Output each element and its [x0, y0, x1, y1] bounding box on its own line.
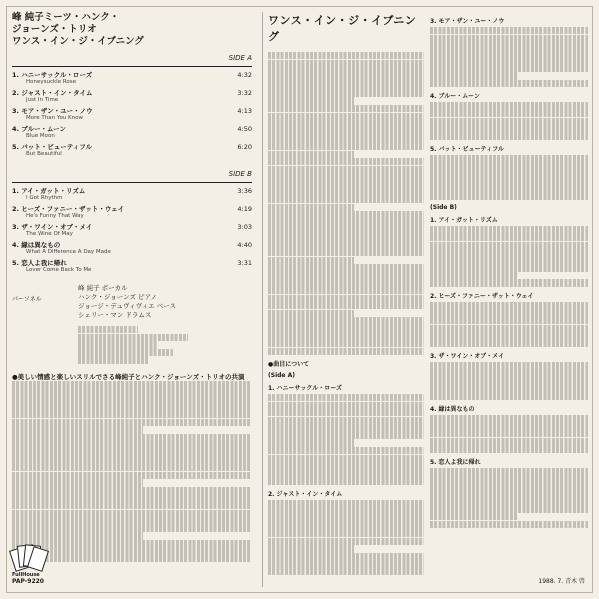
track-time: 4:19: [237, 205, 252, 213]
side-a-notes-heading: (Side A): [268, 371, 295, 379]
track-english-title: He's Funny That Way: [26, 213, 84, 219]
song-note-body: [430, 226, 590, 286]
track-title: 4. ブルー・ムーン: [12, 125, 67, 133]
track-title: 2. ジャスト・イン・タイム: [12, 89, 93, 97]
track-title: 3. モア・ザン・ユー・ノウ: [12, 107, 93, 115]
song-note-body: [430, 468, 590, 528]
song-note-heading: 3. モア・ザン・ユー・ノウ: [430, 18, 505, 25]
track-title: 5. 恋人よ我に帰れ: [12, 259, 67, 267]
song-note-body: [430, 415, 590, 453]
track-time: 3:32: [237, 89, 252, 97]
song-note-body: [430, 302, 590, 347]
track-title: 4. 縁は異なもの: [12, 241, 61, 249]
side-b-label: SIDE B: [228, 170, 252, 178]
song-note-heading: 1. アイ・ガット・リズム: [430, 217, 498, 225]
credits-block: [78, 326, 252, 364]
middle-column: [268, 12, 426, 575]
column-divider: [262, 12, 263, 587]
personnel-member: ハンク・ジョーンズ ピアノ: [78, 293, 157, 301]
personnel-block: [12, 284, 252, 320]
right-column: [430, 12, 590, 528]
song-note-heading: 5. 恋人よ我に帰れ: [430, 458, 481, 466]
track-english-title: Lover Come Back To Me: [26, 267, 92, 273]
notes-heading: ●美しい情感と楽しいスリルでさる峰純子とハンク・ジョーンズ・トリオの共演: [12, 372, 245, 381]
track-title: 5. バット・ビューティフル: [12, 143, 92, 151]
song-note-heading: 5. バット・ビューティフル: [430, 146, 504, 154]
track-title: 3. ザ・ワイン・オブ・メイ: [12, 223, 93, 231]
track-row: [12, 71, 252, 79]
track-time: 4:32: [237, 71, 252, 79]
personnel-member: ジョージ・デュヴィヴィエ ベース: [78, 302, 177, 310]
track-english-title: Honeysuckle Rose: [26, 79, 77, 85]
song-note-heading: 2. ヒーズ・ファニー・ザット・ウェイ: [430, 292, 534, 300]
track-time: 6:20: [237, 143, 252, 151]
song-note-body: [430, 362, 590, 400]
track-time: 4:13: [237, 107, 252, 115]
track-time: 4:50: [237, 125, 252, 133]
track-row: [12, 89, 252, 97]
personnel-member: 峰 純子 ボーカル: [78, 284, 128, 292]
side-b-tracklist: [12, 187, 252, 274]
song-note-heading: 4. 縁は異なもの: [430, 405, 475, 413]
track-time: 3:36: [237, 187, 252, 195]
song-note-heading: 3. ザ・ワイン・オブ・メイ: [430, 353, 505, 361]
song-note-heading: 4. ブルー・ムーン: [430, 93, 480, 101]
track-row: [12, 205, 252, 213]
track-english-title: Blue Moon: [26, 133, 55, 139]
track-english-title: Just In Time: [26, 97, 59, 103]
song-note-body: [268, 394, 426, 485]
catalog-number: PAP-9220: [12, 578, 44, 585]
track-english-title: The Wine Of May: [26, 231, 73, 237]
left-column: [12, 12, 252, 563]
track-english-title: What A Difference A Day Made: [26, 249, 111, 255]
track-time: 4:40: [237, 241, 252, 249]
track-title: 2. ヒーズ・ファニー・ザット・ウェイ: [12, 205, 125, 213]
song-note-heading: (Side B): [430, 204, 457, 212]
track-row: [12, 125, 252, 133]
track-english-title: I Got Rhythm: [26, 195, 63, 201]
about-songs-heading: ●曲目について: [268, 360, 310, 368]
track-row: [12, 223, 252, 231]
track-english-title: But Beautiful: [26, 151, 62, 157]
side-a-label: SIDE A: [228, 54, 252, 62]
signature: 1988. 7. 青木 啓: [538, 578, 585, 585]
side-b-rule: [12, 182, 252, 183]
side-a-tracklist: [12, 71, 252, 158]
mid-body-1: [268, 52, 426, 355]
album-line: ワンス・イン・ジ・イブニング: [12, 36, 144, 47]
side-a-rule: [12, 66, 252, 67]
right-song-notes: [430, 16, 590, 528]
track-title: 1. アイ・ガット・リズム: [12, 187, 86, 195]
playing-cards-icon: [12, 544, 46, 570]
song-note-body: [430, 155, 590, 200]
mid-song-notes: [268, 383, 426, 575]
label-name: FullHouse: [12, 572, 40, 578]
personnel-label: パーソネル: [12, 296, 42, 303]
main-title: ワンス・イン・ジ・イブニング: [268, 14, 417, 43]
track-row: [12, 187, 252, 195]
song-note-heading: 1. ハニーサックル・ローズ: [268, 384, 342, 392]
track-time: 3:31: [237, 259, 252, 267]
artist-title: [12, 12, 252, 48]
artist-line-1: 峰 純子ミーツ・ハンク・: [12, 12, 120, 23]
notes-body: [12, 381, 252, 563]
personnel-member: シェリー・マン ドラムス: [78, 311, 152, 319]
track-row: [12, 107, 252, 115]
label-logo: [12, 544, 46, 585]
track-time: 3:03: [237, 223, 252, 231]
track-row: [12, 259, 252, 267]
artist-line-2: ジョーンズ・トリオ: [12, 24, 97, 35]
track-english-title: More Than You Know: [26, 115, 84, 121]
song-note-heading: 2. ジャスト・イン・タイム: [268, 490, 343, 498]
track-row: [12, 143, 252, 151]
song-note-body: [268, 500, 426, 576]
song-note-body: [430, 102, 590, 140]
personnel-list: [78, 284, 252, 320]
track-row: [12, 241, 252, 249]
track-title: 1. ハニーサックル・ローズ: [12, 71, 93, 79]
song-note-body: [430, 27, 590, 87]
